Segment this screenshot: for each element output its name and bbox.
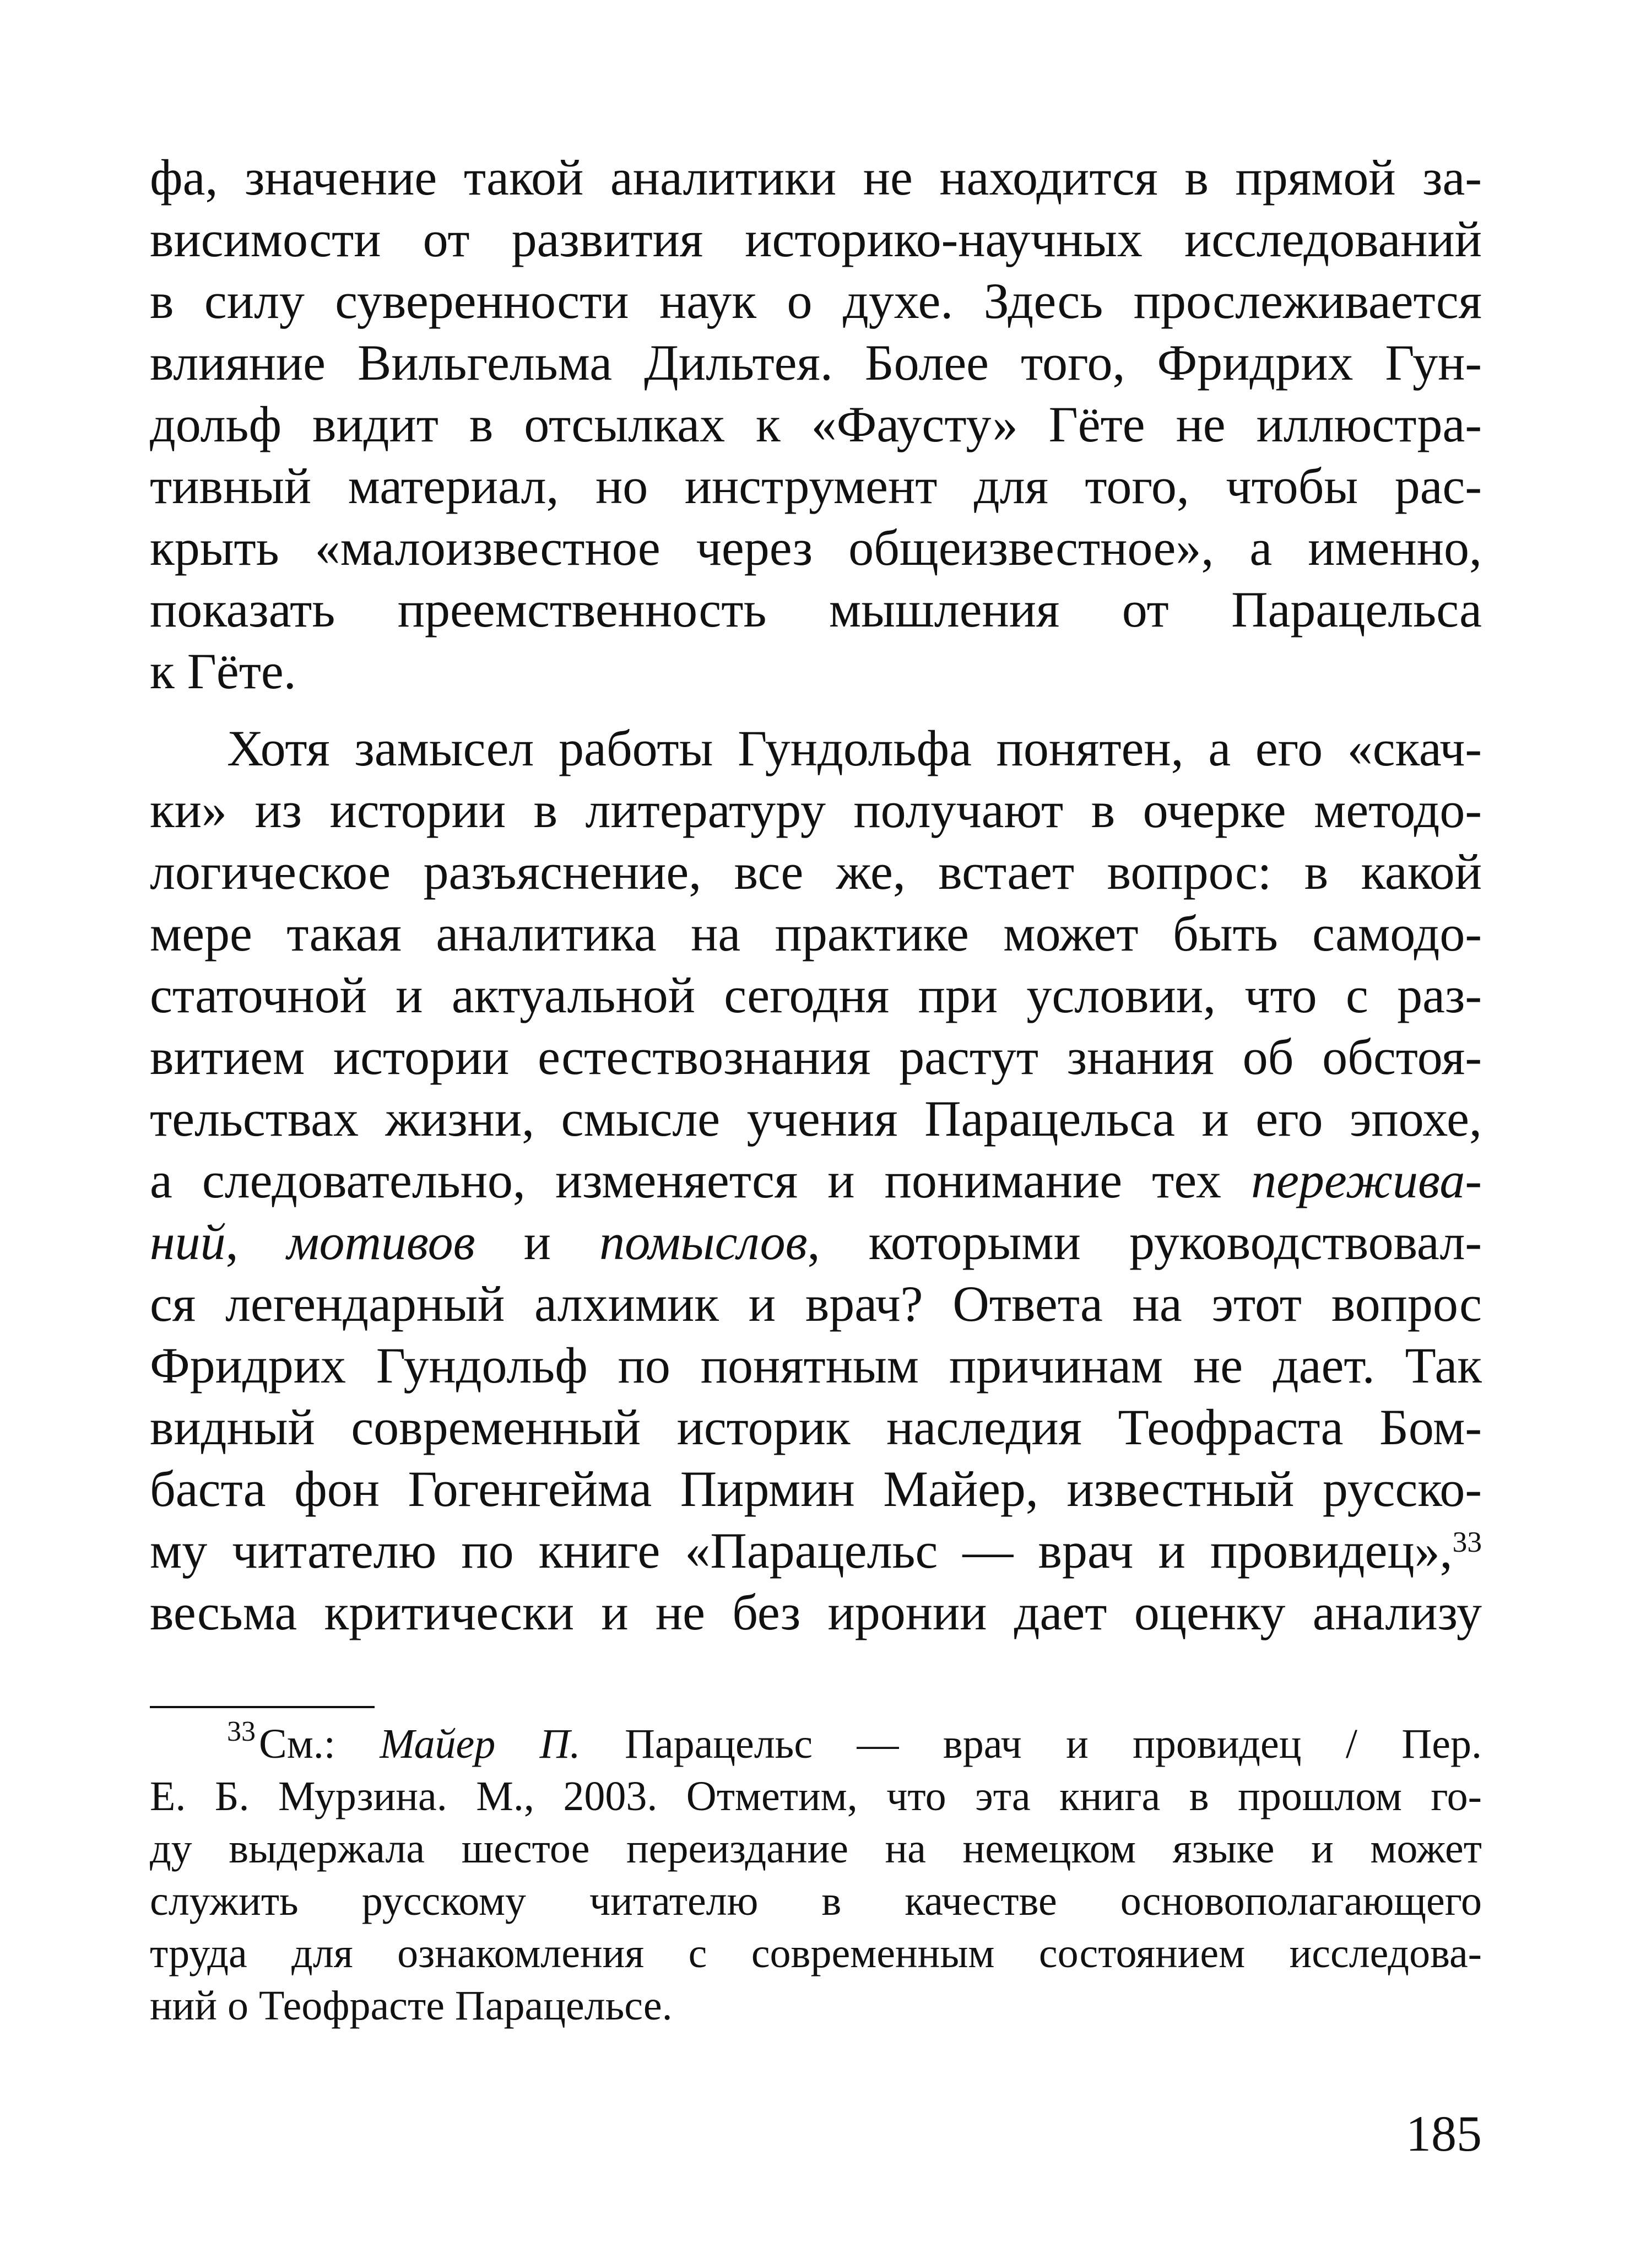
text-line: логическое разъяснение, все же, встает вопрос: в какой: [150, 844, 1482, 900]
text-line: витием истории естествознания растут знания об обстоя-: [150, 1029, 1482, 1085]
footnotes: [150, 1715, 1482, 2032]
text-line: Фридрих Гундольф по понятным причинам не дает. Так: [150, 1337, 1482, 1394]
footnote-line: ний о Теофрасте Парацельсе.: [150, 1983, 673, 2029]
text-line: влияние Вильгельма Дильтея. Более того, Фридрих Гун-: [150, 334, 1482, 391]
footnote-line: ду выдержала шестое переиздание на немецком языке и может: [150, 1826, 1482, 1872]
paragraph-1: [150, 147, 1482, 702]
text-line-with-footnote-ref: [150, 1520, 1482, 1581]
italic-run: помыслов: [599, 1214, 808, 1270]
text-line-mixed: [150, 1211, 1482, 1273]
footnote-line: [150, 1715, 1482, 1770]
text-line: мере такая аналитика на практике может быть самодо-: [150, 905, 1482, 962]
text-line: ся легендарный алхимик и врач? Ответа на этот вопрос: [150, 1276, 1482, 1332]
text-line: тивный материал, но инструмент для того, чтобы рас-: [150, 458, 1482, 514]
text-line: весьма критически и не без иронии дает оценку анализу: [150, 1584, 1482, 1640]
text-line: дольф видит в отсылках к «Фаусту» Гёте не иллюстра-: [150, 396, 1482, 452]
text-run: а следовательно, изменяется и понимание тех: [150, 1152, 1252, 1208]
text-run: ,: [225, 1214, 287, 1270]
footnote-reference[interactable]: 33: [1452, 1525, 1482, 1558]
footnote-marker: 33: [227, 1715, 256, 1747]
footnote-line: труда для ознакомления с современным состоянием исследова-: [150, 1930, 1482, 1977]
italic-run: мотивов: [286, 1214, 475, 1270]
text-run: му читателю по книге «Парацельс — врач и провидец»,: [150, 1522, 1453, 1579]
footnote-line: служить русскому читателю в качестве основополагающего: [150, 1878, 1482, 1924]
text-line: висимости от развития историко-научных исследований: [150, 211, 1482, 267]
text-line: фа, значение такой аналитики не находится в прямой за-: [150, 149, 1482, 206]
main-text: [150, 147, 1482, 1643]
text-run: и: [475, 1214, 600, 1270]
text-line: статочной и актуальной сегодня при условии, что с раз-: [150, 967, 1482, 1023]
footnote-line: Е. Б. Мурзина. М., 2003. Отметим, что эта книга в прошлом го-: [150, 1773, 1482, 1819]
text-line-mixed: [150, 1149, 1482, 1211]
page-number: 185: [1406, 2105, 1482, 2162]
text-run: , которыми руководствовал-: [807, 1214, 1482, 1270]
text-run: Парацельс — врач и провидец / Пер.: [580, 1721, 1482, 1767]
footnote-divider: [150, 1706, 375, 1708]
text-line: ки» из истории в литературу получают в очерке методо-: [150, 782, 1482, 838]
text-line: в силу суверенности наук о духе. Здесь прослеживается: [150, 273, 1482, 329]
text-line: тельствах жизни, смысле учения Парацельса и его эпохе,: [150, 1090, 1482, 1147]
italic-run: ний: [150, 1214, 226, 1270]
text-run: См.:: [259, 1721, 380, 1767]
text-line: показать преемственность мышления от Парацельса: [150, 581, 1482, 638]
paragraph-2: [150, 717, 1482, 1643]
text-line: к Гёте.: [150, 643, 296, 699]
text-line: крыть «малоизвестное через общеизвестное», а именно,: [150, 520, 1482, 576]
italic-run: Майер П.: [380, 1721, 581, 1767]
text-line: Хотя замысел работы Гундольфа понятен, а его «скач-: [227, 720, 1482, 776]
italic-run: пережива-: [1251, 1152, 1482, 1208]
text-line: баста фон Гогенгейма Пирмин Майер, известный русско-: [150, 1461, 1482, 1517]
paragraph-gap: [150, 702, 1482, 717]
text-line: видный современный историк наследия Теофраста Бом-: [150, 1399, 1482, 1455]
